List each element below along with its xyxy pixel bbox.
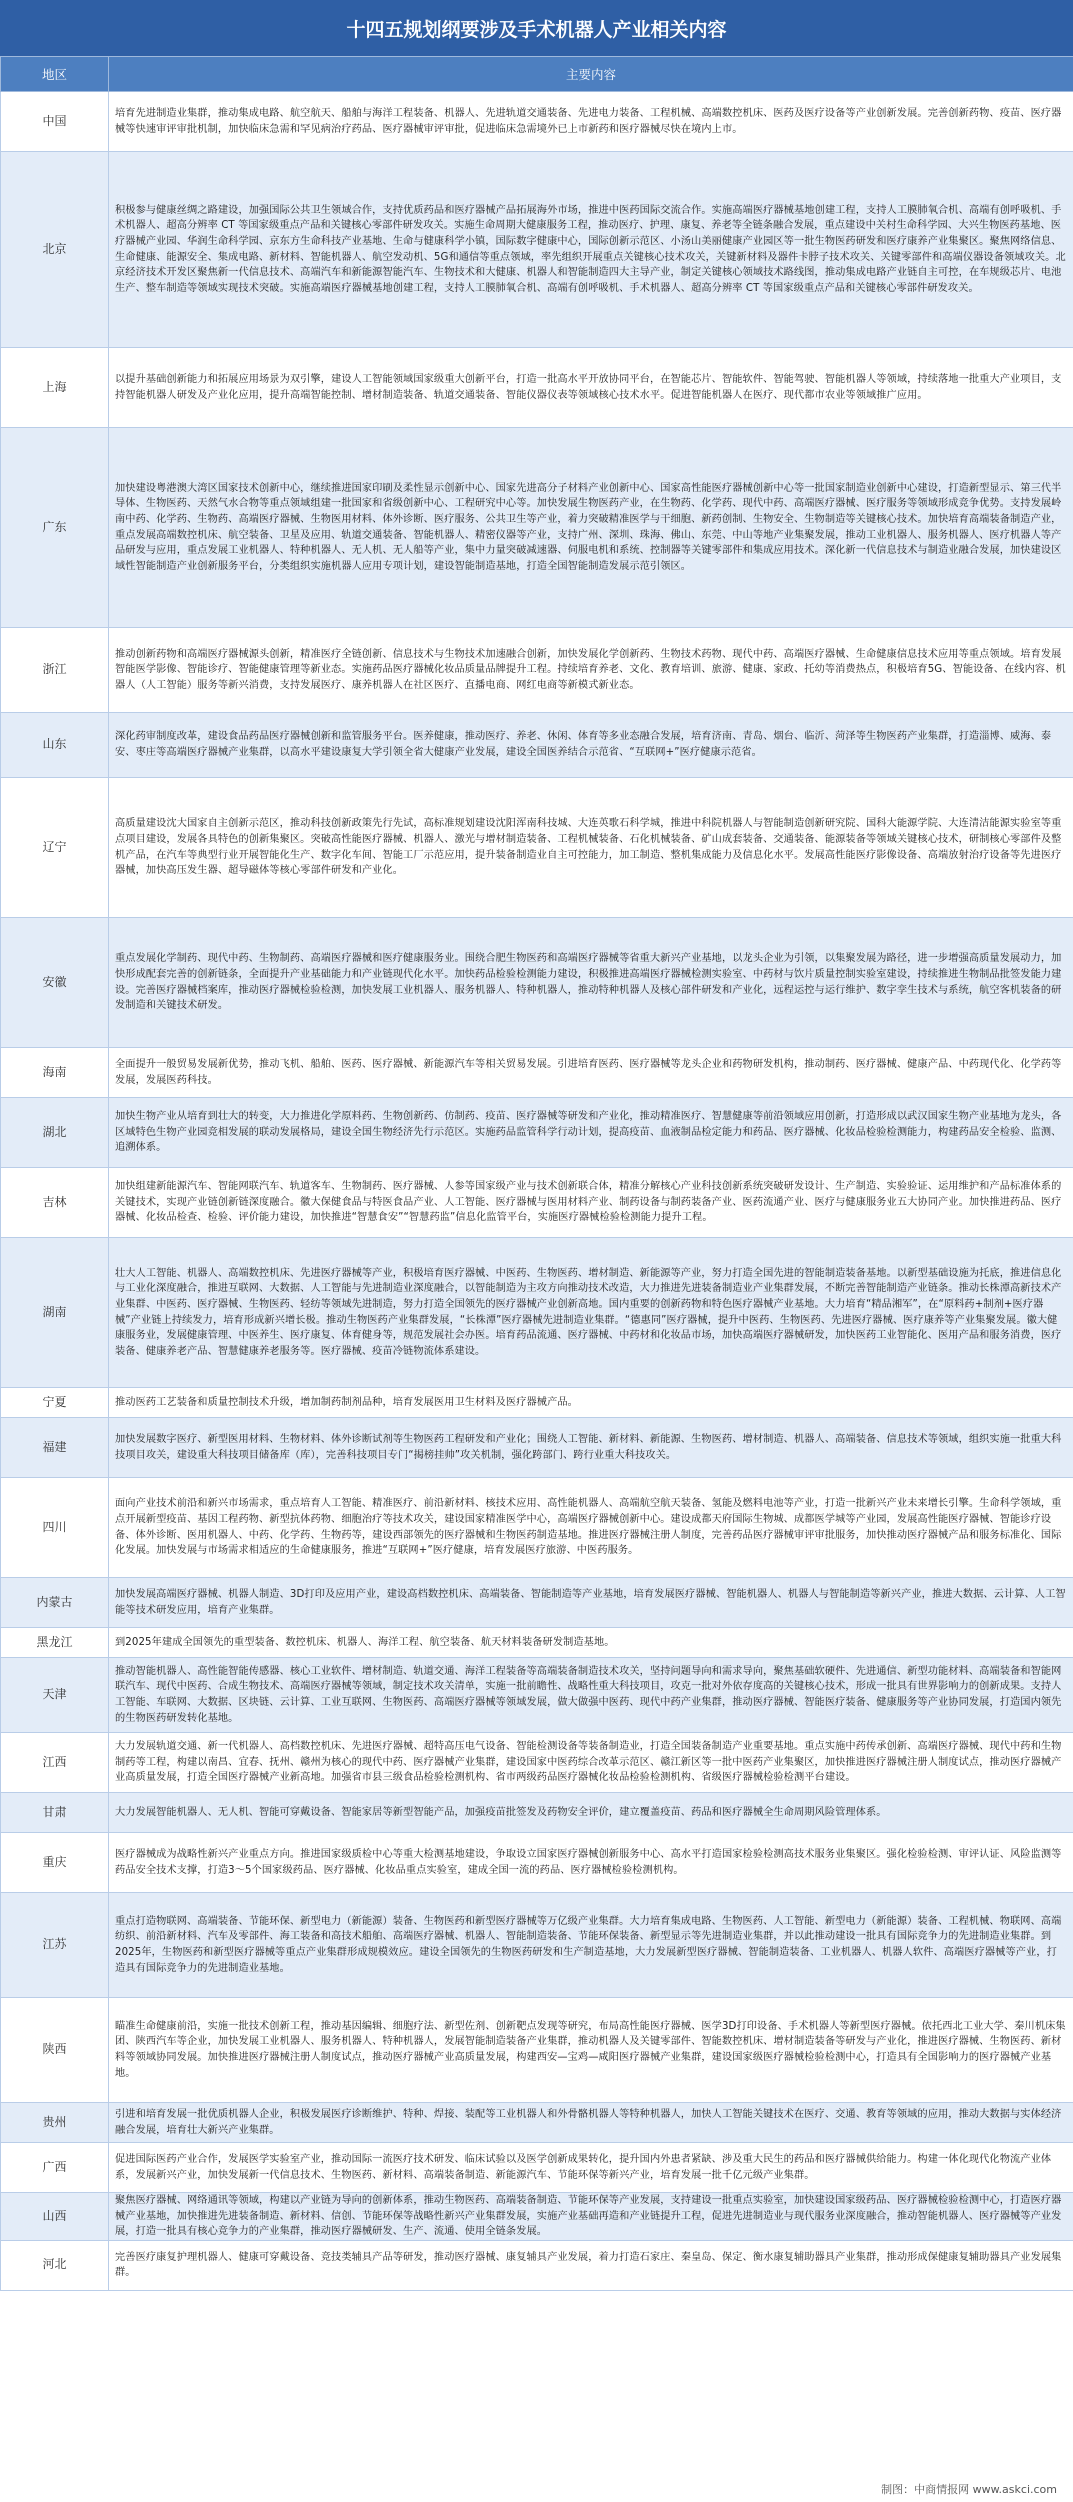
content-cell: 加快建设粤港澳大湾区国家技术创新中心，继续推进国家印刷及柔性显示创新中心、国家先进高分子材料产业创新中心、国家高性能医疗器械创新中心等一批国家制造业创新中心建设，打造新型显示、第三代半导体、生物医药、天然气水合物等重点领域组建一批国家和省级创新中心、工程研究中心等。加快发展生物医药产业，在生物药、化学药、现代中药、高端医疗器械、医疗服务等领域形成竞争优势。支持发展岭南中药、化学药、生物药、高端医疗器械、生物医用材料、体外诊断、医疗服务、公共卫生等产业，着力突破精准医学与干细胞、新药创制、生物安全、生物制造等关键核心技术。加快培育高端装备制造产业，重点发展高端数控机床、航空装备、卫星及应用、轨道交通装备、智能机器人、精密仪器等产业，支持广州、深圳、珠海、佛山、东莞、中山等地产业集聚发展，推动工业机器人、服务机器人、医疗机器人等产品研发与应用，重点发展工业机器人、特种机器人、无人机、无人船等产业，集中力量突破减速器、伺服电机和系统、控制器等关键零部件和集成应用技术。深化新一代信息技术与制造业融合发展，加快建设区域性智能制造产业创新服务平台，分类组织实施机器人应用专项计划，建设智能制造基地，打造全国智能制造发展示范引领区。 — [109, 428, 1073, 628]
content-cell: 引进和培育发展一批优质机器人企业，积极发展医疗诊断维护、特种、焊接、装配等工业机器人和外骨骼机器人等特种机器人，加快人工智能关键技术在医疗、交通、教育等领域的应用，推动大数据与实体经济融合发展，培育壮大新兴产业集群。 — [109, 2103, 1073, 2143]
table-row — [1, 1048, 1073, 1098]
table-row — [1, 918, 1073, 1048]
content-cell: 加快组建新能源汽车、智能网联汽车、轨道客车、生物制药、医疗器械、人参等国家级产业与技术创新联合体，精准分解核心产业科技创新系统突破研发设计、生产制造、实验验证、运用维护和产品标准体系的关键技术，实现产业链创新链深度融合。徽大保健食品与特医食品产业、人工智能、医疗器械与医用材料产业、制药设备与制药装备产业、医药流通产业、医疗与健康服务业五大协同产业。加快推进药品、医疗器械、化妆品检查、检验、评价能力建设，加快推进“智慧食安”“智慧药监”信息化监管平台，实施医疗器械检验检测能力提升工程。 — [109, 1168, 1073, 1238]
table-row — [1, 1478, 1073, 1578]
table-row — [1, 1628, 1073, 1658]
content-cell: 全面提升一般贸易发展新优势，推动飞机、船舶、医药、医疗器械、新能源汽车等相关贸易发展。引进培育医药、医疗器械等龙头企业和药物研发机构，推动制药、医疗器械、健康产品、中药现代化、化学药等发展，发展医药科技。 — [109, 1048, 1073, 1098]
table-row — [1, 713, 1073, 778]
content-cell: 深化药审制度改革，建设食品药品医疗器械创新和监管服务平台。医养健康，推动医疗、养老、休闲、体育等多业态融合发展，培育济南、青岛、烟台、临沂、菏泽等生物医药产业集群，打造淄博、威海、泰安、枣庄等高端医疗器械产业集群，以高水平建设康复大学引领全省大健康产业发展，建设全国医养结合示范省、“互联网+”医疗健康示范省。 — [109, 713, 1073, 778]
header-content: 主要内容 — [109, 57, 1073, 92]
region-cell: 吉林 — [1, 1168, 109, 1238]
table-row — [1, 1418, 1073, 1478]
region-cell: 陕西 — [1, 1998, 109, 2103]
table-row — [1, 1998, 1073, 2103]
table-row — [1, 1388, 1073, 1418]
region-cell: 中国 — [1, 92, 109, 152]
content-cell: 重点发展化学制药、现代中药、生物制药、高端医疗器械和医疗健康服务业。围绕合肥生物医药和高端医疗器械等省重大新兴产业基地，以龙头企业为引领，以集聚发展为路径，进一步增强高质量发展动力，加快形成配套完善的创新链条，全面提升产业基础能力和产业链现代化水平。加快药品检验检测能力建设，积极推进高端医疗器械检测实验室、中药材与饮片质量控制实验室建设，持续推进生物制品批签发能力建设。完善医疗器械档案库，推动医疗器械检验检测，加快发展工业机器人、服务机器人、特种机器人，推动特种机器人及核心部件研发和产业化，远程运控与运行维护、数字孪生技术与系统，航空客机装备的研发制造和关键技术研发。 — [109, 918, 1073, 1048]
table-row — [1, 1168, 1073, 1238]
header-region: 地区 — [1, 57, 109, 92]
region-cell: 山东 — [1, 713, 109, 778]
content-cell: 医疗器械成为战略性新兴产业重点方向。推进国家级质检中心等重大检测基地建设，争取设立国家医疗器械创新服务中心、高水平打造国家检验检测高技术服务业集聚区。强化检验检测、审评认证、风险监测等药品安全技术支撑，打造3～5个国家级药品、医疗器械、化妆品重点实验室，建成全国一流的药品、医疗器械检验检测机构。 — [109, 1833, 1073, 1893]
content-cell: 推动智能机器人、高性能智能传感器、核心工业软件、增材制造、轨道交通、海洋工程装备等高端装备制造技术攻关，坚持问题导向和需求导向，聚焦基础软硬件、先进通信、新型功能材料、高端装备和智能网联汽车、现代中医药、合成生物技术、高端医疗器械等领域，制定技术攻关清单，实施一批前瞻性、战略性重大科技项目，攻克一批对外依存度高的关键核心技术，形成一批具有世界影响力的创新成果。支持人工智能、车联网、大数据、区块链、云计算、工业互联网、生物医药、高端医疗器械等领域发展，做大做强中医药、现代中药产业集群，推动医疗器械、智能医疗装备、健康服务等产业协同发展，打造国内领先的生物医药研发转化基地。 — [109, 1658, 1073, 1733]
region-cell: 江苏 — [1, 1893, 109, 1998]
region-cell: 湖北 — [1, 1098, 109, 1168]
content-cell: 加快生物产业从培育到壮大的转变，大力推进化学原料药、生物创新药、仿制药、疫苗、医疗器械等研发和产业化，推动精准医疗、智慧健康等前沿领域应用创新，打造形成以武汉国家生物产业基地为龙头，各区域特色生物产业园竞相发展的联动发展格局，建设全国生物经济先行示范区。实施药品监管科学行动计划，提高疫苗、血液制品检定能力和药品、医疗器械、化妆品检验检测能力，构建药品安全检验、监测、追溯体系。 — [109, 1098, 1073, 1168]
content-cell: 壮大人工智能、机器人、高端数控机床、先进医疗器械等产业，积极培育医疗器械、中医药、生物医药、增材制造、新能源等产业，努力打造全国先进的智能制造装备基地。以新型基础设施为托底，推进信息化与工业化深度融合，推进互联网、大数据、人工智能与先进制造业深度融合，以智能制造为主攻方向推动技术改造，大力推进先进装备制造业产业集群发展，不断完善智能制造产业链条。推动长株潭高新技术产业集群、中医药、医疗器械、生物医药、轻纺等领域先进制造，努力打造全国领先的医疗器械产业创新高地。国内重要的创新药物和特色医疗器械产业基地。大力培育“精品湘军”，在“原料药+制剂+医疗器械”产业链上持续发力，培育形成新兴增长极。推动生物医药产业集群发展，“长株潭”医疗器械先进制造业集群。“德惠同”医疗器械，提升中医药、生物医药、先进医疗器械、医疗康养等产业集聚发展。徽大健康服务业，发展健康管理、中医养生、医疗康复、体育健身等，规范发展社会办医。培育药品流通、医疗器械、中药材和化妆品市场，加快高端医疗器械研发，加快医药工业智能化、医用产品和服务消费，医疗装备、健康养老产品、智慧健康养老服务等。医疗器械、疫苗冷链物流体系建设。 — [109, 1238, 1073, 1388]
table-row — [1, 628, 1073, 713]
content-cell: 大力发展轨道交通、新一代机器人、高档数控机床、先进医疗器械、超特高压电气设备、智能检测设备等装备制造业，打造全国装备制造产业重要基地。重点实施中药传承创新、高端医疗器械、现代中药和生物制药等工程，构建以南昌、宜春、抚州、赣州为核心的现代中药、医疗器械产业集群，建设国家中医药综合改革示范区、赣江新区等一批中医药产业集聚区，加快推进医疗器械注册人制度试点，推动医疗器械产业高质量发展，打造全国医疗器械产业新高地。加强省市县三级食品检验检测机构、省市两级药品医疗器械化妆品检验检测机构、省级医疗器械检验检测平台建设。 — [109, 1733, 1073, 1793]
page-title: 十四五规划纲要涉及手术机器人产业相关内容 — [0, 0, 1073, 56]
region-cell: 上海 — [1, 348, 109, 428]
table-row — [1, 348, 1073, 428]
content-cell: 推动创新药物和高端医疗器械源头创新，精准医疗全链创新、信息技术与生物技术加速融合创新，加快发展化学创新药、生物技术药物、现代中药、高端医疗器械、生命健康信息技术应用等重点领域。培育发展智能医学影像、智能诊疗、智能健康管理等新业态。实施药品医疗器械化妆品质量品牌提升工程。持续培育养老、文化、教育培训、旅游、健康、家政、托幼等消费热点，积极培育5G、智能设备、在线内容、机器人（人工智能）服务等新兴消费，支持发展医疗、康养机器人在社区医疗、直播电商、网红电商等新模式新业态。 — [109, 628, 1073, 713]
content-cell: 高质量建设沈大国家自主创新示范区，推动科技创新政策先行先试，高标准规划建设沈阳浑南科技城、大连英歌石科学城，推进中科院机器人与智能制造创新研究院、国科大能源学院、大连清洁能源实验室等重点项目建设，发展各具特色的创新集聚区。突破高性能医疗器械、机器人、激光与增材制造装备、工程机械装备、石化机械装备、矿山成套装备、交通装备、能源装备等领域关键核心技术，研制核心零部件及整机产品，在汽车等典型行业开展智能化生产、数字化车间、智能工厂示范应用，提升装备制造业自主可控能力，加工制造、整机集成能力及信息化水平。发展高性能医疗影像设备、高端放射治疗设备等先进医疗器械，加快高压发生器、超导磁体等核心零部件研发和产业化。 — [109, 778, 1073, 918]
region-cell: 贵州 — [1, 2103, 109, 2143]
region-cell: 广西 — [1, 2143, 109, 2193]
region-cell: 湖南 — [1, 1238, 109, 1388]
region-cell: 福建 — [1, 1418, 109, 1478]
content-cell: 以提升基础创新能力和拓展应用场景为双引擎，建设人工智能领域国家级重大创新平台，打造一批高水平开放协同平台，在智能芯片、智能软件、智能驾驶、智能机器人等领域，持续落地一批重大产业项目，支持智能机器人研发及产业化应用，提升高端智能控制、增材制造装备、轨道交通装备、智能仪器仪表等领域核心技术水平。促进智能机器人在医疗、现代都市农业等领域推广应用。 — [109, 348, 1073, 428]
content-cell: 重点打造物联网、高端装备、节能环保、新型电力（新能源）装备、生物医药和新型医疗器械等万亿级产业集群。大力培育集成电路、生物医药、人工智能、新型电力（新能源）装备、工程机械、物联网、高端纺织、前沿新材料、汽车及零部件、海工装备和高技术船舶、高端医疗器械、机器人、智能制造装备、节能环保装备、新型显示等先进制造业集群，并以此推动建设一批具有国际竞争力的先进制造业集群。到2025年，生物医药和新型医疗器械等重点产业集群形成规模效应。建设全国领先的生物医药研发和生产制造基地，大力发展新型医疗器械、智能制造装备、工业机器人、机器人软件、高端医疗器械等产业，打造具有国际竞争力的先进制造业基地。 — [109, 1893, 1073, 1998]
table-row — [1, 1238, 1073, 1388]
region-cell: 江西 — [1, 1733, 109, 1793]
region-cell: 河北 — [1, 2240, 109, 2290]
region-cell: 浙江 — [1, 628, 109, 713]
content-cell: 瞄准生命健康前沿，实施一批技术创新工程，推动基因编辑、细胞疗法、新型佐剂、创新靶点发现等研究，布局高性能医疗器械、医学3D打印设备、手术机器人等新型医疗器械。依托西北工业大学、秦川机床集团、陕西汽车等企业，加快发展工业机器人、服务机器人、特种机器人，发展智能制造装备产业集群，推动机器人及关键零部件、智能数控机床、增材制造装备等研发与产业化，推进医疗器械、生物医药、新材料等领域协同发展。加快推进医疗器械注册人制度试点，推动医疗器械产业高质量发展，构建西安—宝鸡—咸阳医疗器械产业集群，建设国家级医疗器械检验检测中心，打造具有全国影响力的医疗器械产业基地。 — [109, 1998, 1073, 2103]
content-cell: 积极参与健康丝绸之路建设，加强国际公共卫生领域合作，支持优质药品和医疗器械产品拓展海外市场，推进中医药国际交流合作。实施高端医疗器械基地创建工程，支持人工膜肺氧合机、高端有创呼吸机、手术机器人、超高分辨率 CT 等国家级重点产品和关键核心零部件研发攻关。实施生命周期大健康服务工程，推动医疗、护理、康复、养老等全链条融合发展，重点建设中关村生命科学园、大兴生物医药基地、医疗器械产业园、华润生命科学园、京东方生命科技产业基地、生命与健康科学小镇，国际数字健康中心，国际创新示范区、小汤山美丽健康产业园区等一批生物医药研发和医疗康养产业集聚区。聚焦网络信息、生命健康、能源安全、集成电路、新材料、智能机器人、航空发动机、5G和通信等重点领域，率先组织开展重点关键核心技术攻关，关键新材料及器件卡脖子技术攻关、关键零部件和高端仪器设备领域攻关。北京经济技术开发区聚焦新一代信息技术、高端汽车和新能源智能汽车、生物技术和大健康、机器人和智能制造四大主导产业，制定关键核心领域技术路线图，推动集成电路产业链自主可控，在车规级芯片、电池生产、整车制造等领域实现技术突破。实施高端医疗器械基地创建工程，支持人工膜肺氧合机、高端有创呼吸机、手术机器人、超高分辨率 CT 等国家级重点产品和关键核心零部件研发攻关。 — [109, 152, 1073, 348]
region-cell: 广东 — [1, 428, 109, 628]
content-cell: 大力发展智能机器人、无人机、智能可穿戴设备、智能家居等新型智能产品，加强疫苗批签发及药物安全评价，建立覆盖疫苗、药品和医疗器械全生命周期风险管理体系。 — [109, 1793, 1073, 1833]
table-row — [1, 1793, 1073, 1833]
table-row — [1, 2193, 1073, 2241]
table-row — [1, 92, 1073, 152]
region-cell: 内蒙古 — [1, 1578, 109, 1628]
region-cell: 北京 — [1, 152, 109, 348]
region-cell: 黑龙江 — [1, 1628, 109, 1658]
table-row — [1, 152, 1073, 348]
table-row — [1, 1893, 1073, 1998]
table-row — [1, 1833, 1073, 1893]
table-row — [1, 2240, 1073, 2290]
region-cell: 辽宁 — [1, 778, 109, 918]
content-cell: 聚焦医疗器械、网络通讯等领域，构建以产业链为导向的创新体系，推动生物医药、高端装备制造、节能环保等产业发展，支持建设一批重点实验室，加快建设国家级药品、医疗器械检验检测中心，打造医疗器械产业基地，加快推进先进装备制造、新材料、信创、节能环保等战略性新兴产业集群发展，实施产业基础再造和产业链提升工程，促进先进制造业与现代服务业深度融合，推动智能机器人、医疗器械等产业发展，打造一批具有核心竞争力的产业集群，推动医疗器械研发、生产、流通、使用全链条发展。 — [109, 2193, 1073, 2241]
region-cell: 海南 — [1, 1048, 109, 1098]
table-row — [1, 1658, 1073, 1733]
content-cell: 加快发展高端医疗器械、机器人制造、3D打印及应用产业，建设高档数控机床、高端装备、智能制造等产业基地，培育发展医疗器械、智能机器人、机器人与智能制造等新兴产业，推进大数据、云计算、人工智能等技术研发应用，培育产业集群。 — [109, 1578, 1073, 1628]
region-cell: 天津 — [1, 1658, 109, 1733]
table-row — [1, 1098, 1073, 1168]
region-cell: 宁夏 — [1, 1388, 109, 1418]
region-cell: 四川 — [1, 1478, 109, 1578]
content-cell: 加快发展数字医疗、新型医用材料、生物材料、体外诊断试剂等生物医药工程研发和产业化；围绕人工智能、新材料、新能源、生物医药、增材制造、机器人、高端装备、信息技术等领域，组织实施一批重大科技项目攻关，建设重大科技项目储备库（库），完善科技项目专门“揭榜挂帅”攻关机制，强化跨部门、跨行业重大科技攻关。 — [109, 1418, 1073, 1478]
content-cell: 面向产业技术前沿和新兴市场需求，重点培育人工智能、精准医疗、前沿新材料、核技术应用、高性能机器人、高端航空航天装备、氢能及燃料电池等产业，打造一批新兴产业未来增长引擎。生命科学领域，重点开展新型疫苗、基因工程药物、新型抗体药物、细胞治疗等技术攻关，建设国家精准医学中心，高端医疗器械创新中心。建设成都天府国际生物城、成都医学城等产业园，发展高性能医疗器械、智能诊疗设备、体外诊断、医用机器人、中药、化学药、生物药等，建设西部领先的医疗器械和生物医药制造基地。推进医疗器械注册人制度，完善药品医疗器械审评审批服务，加快推动医疗器械产品和服务标准化、国际化发展。加快发展与市场需求相适应的生命健康服务，推进“互联网+”医疗健康，培育发展医疗旅游、中医药服务。 — [109, 1478, 1073, 1578]
table-row — [1, 428, 1073, 628]
content-cell: 完善医疗康复护理机器人、健康可穿戴设备、竞技类辅具产品等研发，推动医疗器械、康复辅具产业发展，着力打造石家庄、秦皇岛、保定、衡水康复辅助器具产业集群，推动形成保健康复辅助器具产业发展集群。 — [109, 2240, 1073, 2290]
region-cell: 安徽 — [1, 918, 109, 1048]
content-cell: 推动医药工艺装备和质量控制技术升级，增加制药制剂品种，培育发展医用卫生材料及医疗器械产品。 — [109, 1388, 1073, 1418]
table-row — [1, 2143, 1073, 2193]
content-cell: 到2025年建成全国领先的重型装备、数控机床、机器人、海洋工程、航空装备、航天材料装备研发制造基地。 — [109, 1628, 1073, 1658]
region-cell: 山西 — [1, 2193, 109, 2241]
table-row — [1, 2103, 1073, 2143]
content-cell: 促进国际医药产业合作，发展医学实验室产业，推动国际一流医疗技术研发、临床试验以及医学创新成果转化，提升国内外患者紧缺、涉及重大民生的药品和医疗器械供给能力。构建一体化现代化物流产业体系，发展新兴产业，加快发展新一代信息技术、生物医药、新材料、高端装备制造、新能源汽车、节能环保等新兴产业，培育发展一批千亿元级产业集群。 — [109, 2143, 1073, 2193]
table-row — [1, 1733, 1073, 1793]
content-cell: 培育先进制造业集群，推动集成电路、航空航天、船舶与海洋工程装备、机器人、先进轨道交通装备、先进电力装备、工程机械、高端数控机床、医药及医疗设备等产业创新发展。完善创新药物、疫苗、医疗器械等快速审评审批机制，加快临床急需和罕见病治疗药品、医疗器械审评审批，促进临床急需境外已上市新药和医疗器械尽快在境内上市。 — [109, 92, 1073, 152]
table-header-row — [1, 57, 1073, 92]
region-cell: 甘肃 — [1, 1793, 109, 1833]
content-table — [0, 56, 1073, 2291]
region-cell: 重庆 — [1, 1833, 109, 1893]
table-row — [1, 1578, 1073, 1628]
footer-source: 制图：中商情报网 www.askci.com — [0, 2476, 1073, 2502]
table-row — [1, 778, 1073, 918]
